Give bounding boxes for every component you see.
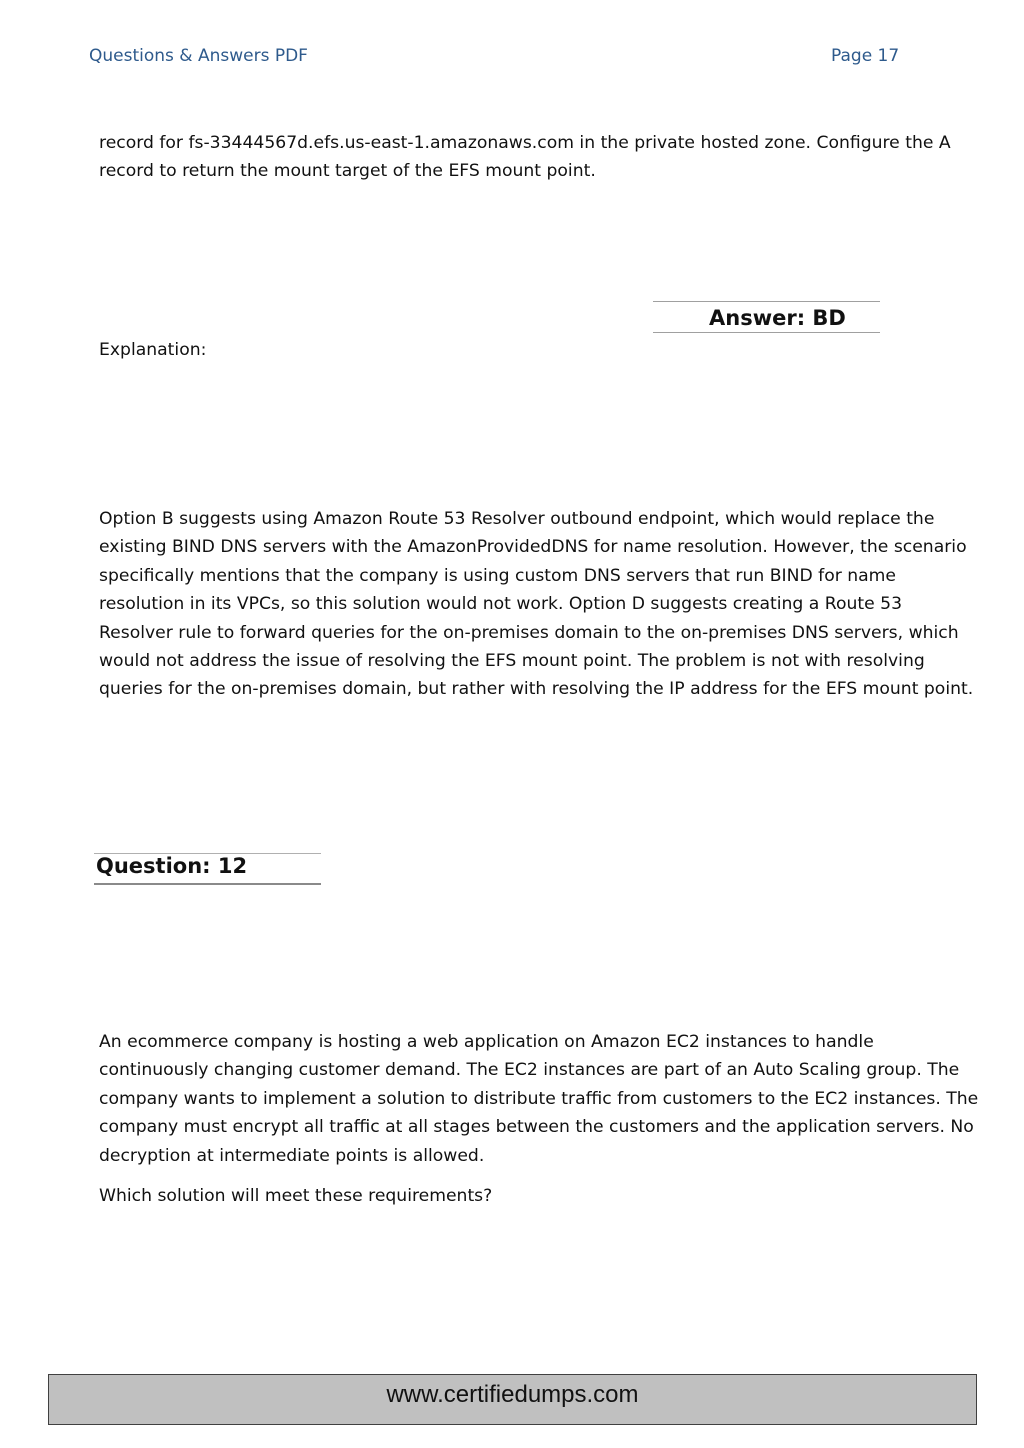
question-prompt: Which solution will meet these requirements? [99,1186,493,1206]
explanation-paragraph: Option B suggests using Amazon Route 53 Resolver outbound endpoint, which would replace the existing BIND DNS servers with the AmazonProvidedDNS for name resolution. However, the scenario specifically mentions that the company is using custom DNS servers that run BIND for name resolution in its VPCs, so this solution would not work. Option D suggests creating a Route 53 Resolver rule to forward queries for the on-premises domain to the on-premises DNS servers, which would not address the issue of resolving the EFS mount point. The problem is not with resolving queries for the on-premises domain, but rather with resolving the IP address for the EFS mount point. [99,509,974,700]
answer-label: Answer: BD [709,306,846,330]
footer-url[interactable]: www.certifiedumps.com [386,1381,639,1408]
document-title: Questions & Answers PDF [89,46,308,66]
question-paragraph: An ecommerce company is hosting a web application on Amazon EC2 instances to handle continuously changing customer demand. The EC2 instances are part of an Auto Scaling group. The company wants to implement a solution to distribute traffic from customers to the EC2 instances. The company must encrypt all traffic at all stages between the customers and the application servers. No decryption at intermediate points is allowed. [99,1032,979,1166]
question-number: Question: 12 [96,854,248,878]
explanation-label: Explanation: [99,340,207,360]
page-number: Page 17 [831,46,900,66]
footer-bar [48,1374,977,1425]
record-paragraph: record for fs-33444567d.efs.us-east-1.amazonaws.com in the private hosted zone. Configure the A record to return the mount target of the EFS mount point. [99,133,951,182]
